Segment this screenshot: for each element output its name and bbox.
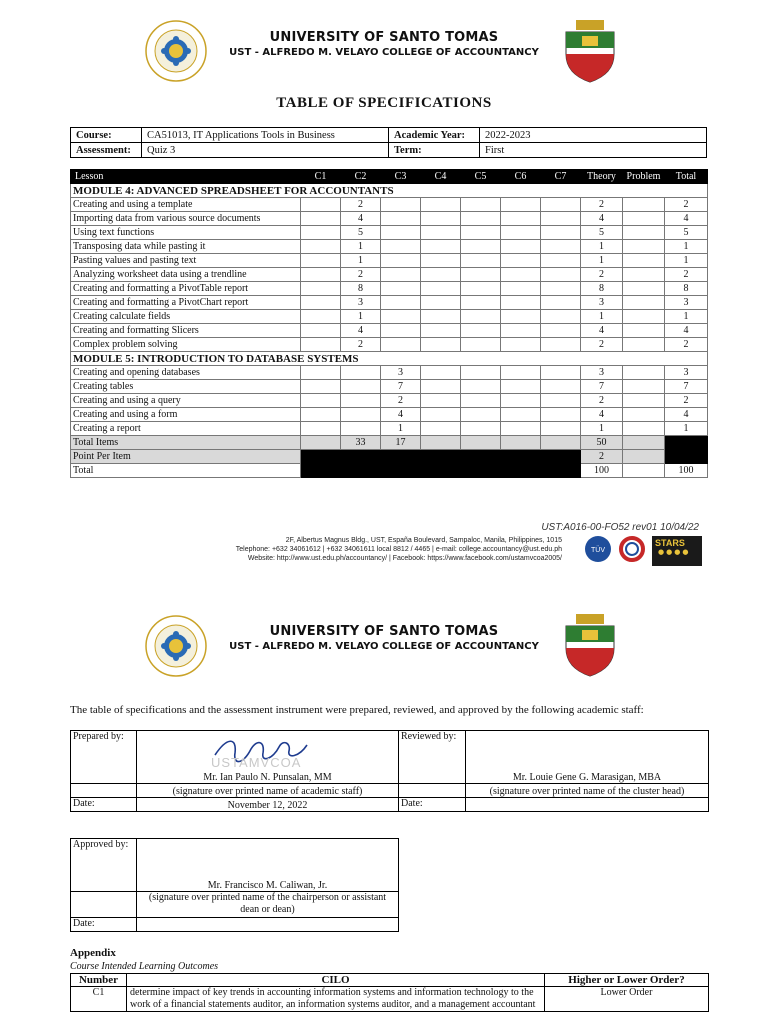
c1-cell [301,296,341,310]
assessment-label: Assessment: [71,143,142,158]
cilo-text: determine impact of key trends in accounting information systems and information technology to the work of a financial statements auditor, an information systems auditor, and a management accountant [127,987,545,1012]
c1-cell [301,254,341,268]
theory-cell: 7 [581,380,623,394]
c2-cell: 2 [341,338,381,352]
c5-cell [461,268,501,282]
lesson-cell: Creating calculate fields [71,310,301,324]
reviewed-date-label: Date: [399,798,466,812]
cilo-table [70,973,709,1012]
total-cell: 4 [665,212,708,226]
c3-cell: 7 [381,380,421,394]
header-c1: C1 [301,170,341,184]
table-row [71,254,708,268]
c5-cell [461,310,501,324]
c6-cell [501,366,541,380]
c5-cell [461,198,501,212]
lesson-cell: Creating and using a query [71,394,301,408]
c4-cell [421,422,461,436]
cilo-row [71,987,709,1012]
c1-cell [301,394,341,408]
c3-cell [381,310,421,324]
c6-cell [501,380,541,394]
c1-cell [301,226,341,240]
c2-cell [341,380,381,394]
theory-cell: 1 [581,310,623,324]
signature-watermark: USTAMVCOA [211,755,302,770]
c6-cell [501,254,541,268]
theory-cell: 3 [581,296,623,310]
c6-cell [501,422,541,436]
header-c3: C3 [381,170,421,184]
c6-cell [501,198,541,212]
point-per-item-row [71,450,708,464]
point-per-item-label: Point Per Item [71,450,301,464]
total-items-theory: 50 [581,436,623,450]
total-cell: 3 [665,296,708,310]
c2-cell: 1 [341,254,381,268]
c5-cell [461,226,501,240]
approved-table [70,838,399,932]
c2-cell [341,408,381,422]
c7-cell [541,324,581,338]
footer-address-block [142,536,562,563]
module5-title: MODULE 5: INTRODUCTION TO DATABASE SYSTEMS [71,352,708,366]
c4-cell [421,366,461,380]
approval-intro: The table of specifications and the assessment instrument were prepared, reviewed, and approved by the following academic staff: [70,704,644,716]
c2-cell: 2 [341,268,381,282]
c7-cell [541,366,581,380]
lesson-cell: Analyzing worksheet data using a trendline [71,268,301,282]
c5-cell [461,394,501,408]
c7-cell [541,268,581,282]
problem-cell [623,324,665,338]
prepared-by-label: Prepared by: [71,731,137,784]
footer-telephone: Telephone: +632 34061612 | +632 34061611 local 8812 / 4465 | e-mail: college.accountancy@ust.edu.ph [235,546,562,553]
total-label: Total [71,464,301,478]
lesson-cell: Creating a report [71,422,301,436]
c1-cell [301,310,341,324]
problem-cell [623,296,665,310]
total-row [71,464,708,478]
c2-cell: 3 [341,296,381,310]
problem-cell [623,254,665,268]
total-cell: 4 [665,408,708,422]
c7-cell [541,380,581,394]
theory-cell: 1 [581,254,623,268]
problem-cell [623,408,665,422]
c5-cell [461,240,501,254]
header-c5: C5 [461,170,501,184]
c3-cell: 4 [381,408,421,422]
c7-cell [541,408,581,422]
c3-cell [381,226,421,240]
header-problem: Problem [623,170,665,184]
cilo-number: C1 [71,987,127,1012]
table-header-row [71,170,708,184]
c5-cell [461,408,501,422]
table-row [71,324,708,338]
c1-cell [301,324,341,338]
c4-cell [421,254,461,268]
table-row [71,240,708,254]
approved-by-name: Mr. Francisco M. Caliwan, Jr. [137,839,399,892]
c5-cell [461,338,501,352]
c3-cell [381,296,421,310]
c3-cell: 3 [381,366,421,380]
total-cell: 5 [665,226,708,240]
course-label: Course: [71,128,142,143]
total-cell: 1 [665,310,708,324]
c1-cell [301,422,341,436]
c4-cell [421,296,461,310]
c1-cell [301,338,341,352]
total-cell: 2 [665,338,708,352]
module4-rows [71,198,708,352]
c3-cell [381,198,421,212]
c3-cell: 2 [381,394,421,408]
lesson-cell: Using text functions [71,226,301,240]
c4-cell [421,408,461,422]
c3-cell [381,324,421,338]
c4-cell [421,240,461,254]
lesson-cell: Creating and formatting a PivotChart report [71,296,301,310]
c6-cell [501,338,541,352]
lesson-cell: Creating and opening databases [71,366,301,380]
c4-cell [421,282,461,296]
theory-cell: 3 [581,366,623,380]
problem-cell [623,380,665,394]
c3-cell [381,282,421,296]
total-cell: 7 [665,380,708,394]
c1-cell [301,240,341,254]
prepared-date: November 12, 2022 [137,798,399,812]
table-row [71,212,708,226]
total-cell: 2 [665,268,708,282]
academic-year-label: Academic Year: [389,128,480,143]
table-row [71,198,708,212]
svg-text:TÜV: TÜV [591,547,605,554]
header-total: Total [665,170,708,184]
c6-cell [501,324,541,338]
c6-cell [501,282,541,296]
college-name-page2: UST - ALFREDO M. VELAYO COLLEGE OF ACCOUNTANCY [229,641,539,652]
quality-badge-icon [618,535,646,565]
table-row [71,366,708,380]
problem-cell [623,394,665,408]
c6-cell [501,226,541,240]
module5-rows [71,366,708,436]
c7-cell [541,422,581,436]
total-items-c3: 17 [381,436,421,450]
signature-image [207,735,327,771]
total-cell: 1 [665,240,708,254]
c7-cell [541,394,581,408]
problem-cell [623,366,665,380]
c3-cell [381,212,421,226]
c2-cell [341,422,381,436]
theory-cell: 2 [581,394,623,408]
header-c6: C6 [501,170,541,184]
c4-cell [421,226,461,240]
theory-cell: 2 [581,198,623,212]
c2-cell: 8 [341,282,381,296]
term-label: Term: [389,143,480,158]
lesson-cell: Pasting values and pasting text [71,254,301,268]
lesson-cell: Creating tables [71,380,301,394]
c7-cell [541,226,581,240]
cilo-order: Lower Order [545,987,709,1012]
c4-cell [421,380,461,394]
table-row [71,394,708,408]
c7-cell [541,338,581,352]
course-info-table [70,127,707,158]
theory-cell: 4 [581,212,623,226]
total-total: 100 [665,464,708,478]
course-value: CA51013, IT Applications Tools in Business [142,128,389,143]
theory-cell: 2 [581,338,623,352]
c3-cell [381,338,421,352]
lesson-cell: Complex problem solving [71,338,301,352]
college-name: UST - ALFREDO M. VELAYO COLLEGE OF ACCOUNTANCY [229,47,539,58]
c5-cell [461,422,501,436]
theory-cell: 4 [581,408,623,422]
problem-cell [623,240,665,254]
header-theory: Theory [581,170,623,184]
point-per-item-theory: 2 [581,450,623,464]
header-lesson: Lesson [71,170,301,184]
university-name: UNIVERSITY OF SANTO TOMAS [269,30,499,45]
c4-cell [421,198,461,212]
lesson-cell: Transposing data while pasting it [71,240,301,254]
specifications-table [70,169,708,478]
c2-cell: 2 [341,198,381,212]
c2-cell: 1 [341,310,381,324]
c5-cell [461,282,501,296]
c4-cell [421,212,461,226]
tuv-badge-icon [584,535,612,565]
c6-cell [501,408,541,422]
approved-date-label: Date: [71,918,137,932]
table-row [71,310,708,324]
document-title: TABLE OF SPECIFICATIONS [276,95,492,111]
c7-cell [541,198,581,212]
c1-cell [301,282,341,296]
c4-cell [421,310,461,324]
c7-cell [541,310,581,324]
c2-cell [341,394,381,408]
c7-cell [541,282,581,296]
total-cell: 2 [665,198,708,212]
c5-cell [461,366,501,380]
c4-cell [421,394,461,408]
table-row [71,422,708,436]
approved-by-label: Approved by: [71,839,137,892]
c3-cell [381,268,421,282]
table-row [71,282,708,296]
c5-cell [461,324,501,338]
approved-by-caption: (signature over printed name of the chairperson or assistant dean or dean) [137,892,399,918]
total-cell: 3 [665,366,708,380]
c1-cell [301,198,341,212]
theory-cell: 8 [581,282,623,296]
table-row [71,268,708,282]
c6-cell [501,268,541,282]
term-value: First [480,143,707,158]
form-code: UST:A016-00-FO52 rev01 10/04/22 [541,522,699,533]
total-theory: 100 [581,464,623,478]
reviewed-by-name: Mr. Louie Gene G. Marasigan, MBA [466,731,709,784]
problem-cell [623,338,665,352]
total-items-c2: 33 [341,436,381,450]
c3-cell: 1 [381,422,421,436]
c2-cell [341,366,381,380]
problem-cell [623,282,665,296]
c4-cell [421,338,461,352]
c4-cell [421,268,461,282]
cilo-header-number: Number [71,974,127,987]
c5-cell [461,380,501,394]
total-cell: 4 [665,324,708,338]
reviewed-by-caption: (signature over printed name of the cluster head) [466,784,709,798]
c1-cell [301,408,341,422]
footer-website: Website: http://www.ust.edu.ph/accountancy/ | Facebook: https://www.facebook.com/ustamvcoa2005/ [247,555,562,562]
c1-cell [301,380,341,394]
total-cell: 1 [665,254,708,268]
prepared-by-caption: (signature over printed name of academic staff) [137,784,399,798]
c7-cell [541,212,581,226]
header-c7: C7 [541,170,581,184]
c5-cell [461,296,501,310]
c1-cell [301,268,341,282]
cilo-header-order: Higher or Lower Order? [545,974,709,987]
c5-cell [461,254,501,268]
total-items-label: Total Items [71,436,301,450]
table-row [71,380,708,394]
theory-cell: 5 [581,226,623,240]
prepared-reviewed-table [70,730,709,812]
theory-cell: 1 [581,240,623,254]
academic-year-value: 2022-2023 [480,128,707,143]
table-row [71,408,708,422]
lesson-cell: Creating and using a form [71,408,301,422]
c7-cell [541,296,581,310]
c6-cell [501,296,541,310]
problem-cell [623,212,665,226]
c2-cell: 4 [341,324,381,338]
c3-cell [381,240,421,254]
assessment-value: Quiz 3 [142,143,389,158]
c6-cell [501,310,541,324]
c2-cell: 5 [341,226,381,240]
c1-cell [301,366,341,380]
prepared-date-label: Date: [71,798,137,812]
stars-badge-icon: STARS ●●●● [652,536,702,566]
c4-cell [421,324,461,338]
problem-cell [623,226,665,240]
table-row [71,296,708,310]
theory-cell: 4 [581,324,623,338]
c2-cell: 4 [341,212,381,226]
cilo-header-row [71,974,709,987]
theory-cell: 2 [581,268,623,282]
module4-title: MODULE 4: ADVANCED SPREADSHEET FOR ACCOUNTANTS [71,184,708,198]
cilo-header-cilo: CILO [127,974,545,987]
lesson-cell: Creating and using a template [71,198,301,212]
reviewed-by-label: Reviewed by: [399,731,466,784]
total-cell: 1 [665,422,708,436]
c3-cell [381,254,421,268]
header-c2: C2 [341,170,381,184]
header-c4: C4 [421,170,461,184]
lesson-cell: Creating and formatting Slicers [71,324,301,338]
c6-cell [501,394,541,408]
c7-cell [541,254,581,268]
appendix-title: Appendix [70,947,116,959]
total-cell: 8 [665,282,708,296]
c7-cell [541,240,581,254]
university-name-page2: UNIVERSITY OF SANTO TOMAS [269,624,499,639]
appendix-subtitle: Course Intended Learning Outcomes [70,961,219,972]
c5-cell [461,212,501,226]
problem-cell [623,310,665,324]
lesson-cell: Creating and formatting a PivotTable report [71,282,301,296]
c6-cell [501,240,541,254]
problem-cell [623,268,665,282]
prepared-by-name: Mr. Ian Paulo N. Punsalan, MM [203,772,332,783]
c1-cell [301,212,341,226]
footer-address: 2F, Albertus Magnus Bldg., UST, España Boulevard, Sampaloc, Manila, Philippines, 1015 [285,537,562,544]
theory-cell: 1 [581,422,623,436]
table-row [71,338,708,352]
c2-cell: 1 [341,240,381,254]
c6-cell [501,212,541,226]
lesson-cell: Importing data from various source documents [71,212,301,226]
total-cell: 2 [665,394,708,408]
total-items-row [71,436,708,450]
problem-cell [623,422,665,436]
problem-cell [623,198,665,212]
table-row [71,226,708,240]
